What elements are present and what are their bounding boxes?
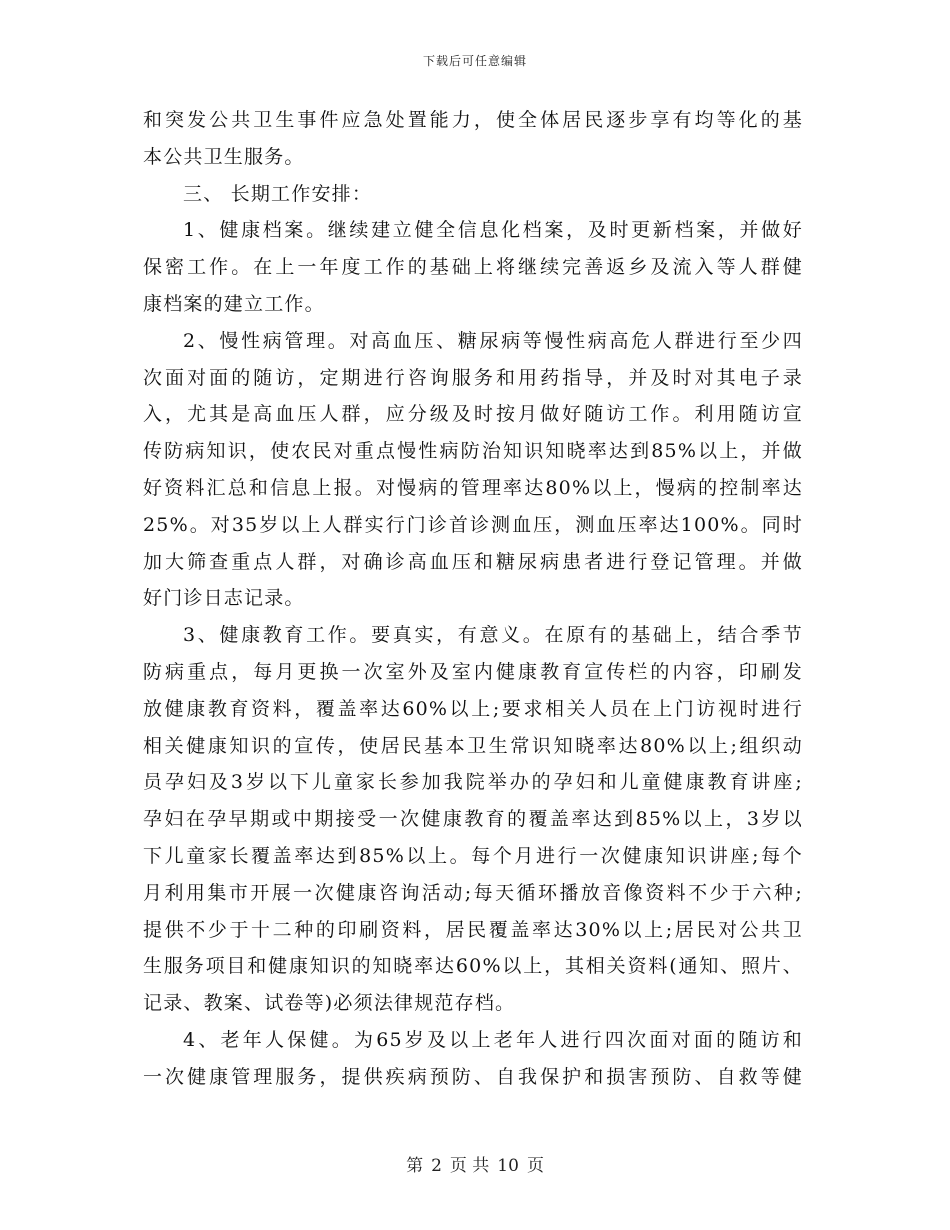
text-line: 3、健康教育工作。要真实，有意义。在原有的基础上，结合季节 [183, 624, 803, 647]
text-line: 1、健康档案。继续建立健全信息化档案，及时更新档案，并做好 [183, 219, 803, 242]
text-line: 相关健康知识的宣传，使居民基本卫生常识知晓率达80%以上;组织动 [143, 734, 803, 757]
text-line: 下儿童家长覆盖率达到85%以上。每个月进行一次健康知识讲座;每个 [143, 844, 803, 867]
footer-middle: 页 共 [449, 1156, 490, 1176]
text-line: 记录、教案、试卷等)必须法律规范存档。 [143, 992, 516, 1015]
page-header: 下载后可任意编辑 [422, 54, 527, 68]
text-line: 放健康教育资料，覆盖率达60%以上;要求相关人员在上门访视时进行 [143, 697, 803, 720]
text-line: 好门诊日志记录。 [143, 587, 305, 610]
text-line: 一次健康管理服务，提供疾病预防、自我保护和损害预防、自救等健 [143, 1065, 803, 1088]
page-number: 2 [431, 1156, 442, 1176]
text-line: 传防病知识，使农民对重点慢性病防治知识知晓率达到85%以上，并做 [143, 440, 803, 463]
text-line: 好资料汇总和信息上报。对慢病的管理率达80%以上，慢病的控制率达 [143, 476, 803, 499]
text-line: 月利用集市开展一次健康咨询活动;每天循环播放音像资料不少于六种; [143, 881, 803, 904]
text-line: 2、慢性病管理。对高血压、糖尿病等慢性病高危人群进行至少四 [183, 329, 803, 352]
text-line: 入，尤其是高血压人群，应分级及时按月做好随访工作。利用随访宣 [143, 403, 803, 426]
text-line: 康档案的建立工作。 [143, 292, 325, 315]
text-line: 防病重点，每月更换一次室外及室内健康教育宣传栏的内容，印刷发 [143, 660, 803, 683]
text-line: 25%。对35岁以上人群实行门诊首诊测血压，测血压率达100%。同时 [143, 513, 803, 536]
text-line: 保密工作。在上一年度工作的基础上将继续完善返乡及流入等人群健 [143, 256, 803, 279]
section-heading: 三、 长期工作安排： [183, 182, 373, 205]
text-line: 本公共卫生服务。 [143, 145, 305, 168]
footer-prefix: 第 [406, 1156, 424, 1176]
text-line: 次面对面的随访，定期进行咨询服务和用药指导，并及时对其电子录 [143, 366, 803, 389]
footer-suffix: 页 [526, 1156, 544, 1176]
text-line: 和突发公共卫生事件应急处置能力，使全体居民逐步享有均等化的基 [143, 109, 803, 131]
text-line: 提供不少于十二种的印刷资料，居民覆盖率达30%以上;居民对公共卫 [143, 918, 803, 941]
text-line: 生服务项目和健康知识的知晓率达60%以上，其相关资料(通知、照片、 [143, 955, 803, 978]
text-line: 孕妇在孕早期或中期接受一次健康教育的覆盖率达到85%以上，3岁以 [143, 808, 803, 831]
text-line: 加大筛查重点人群，对确诊高血压和糖尿病患者进行登记管理。并做 [143, 550, 803, 573]
page-total: 10 [497, 1156, 519, 1176]
page-footer [0, 1151, 950, 1176]
text-line: 员孕妇及3岁以下儿童家长参加我院举办的孕妇和儿童健康教育讲座; [143, 771, 803, 794]
text-line: 4、老年人保健。为65岁及以上老年人进行四次面对面的随访和 [183, 1028, 803, 1051]
document-body [143, 102, 803, 1096]
